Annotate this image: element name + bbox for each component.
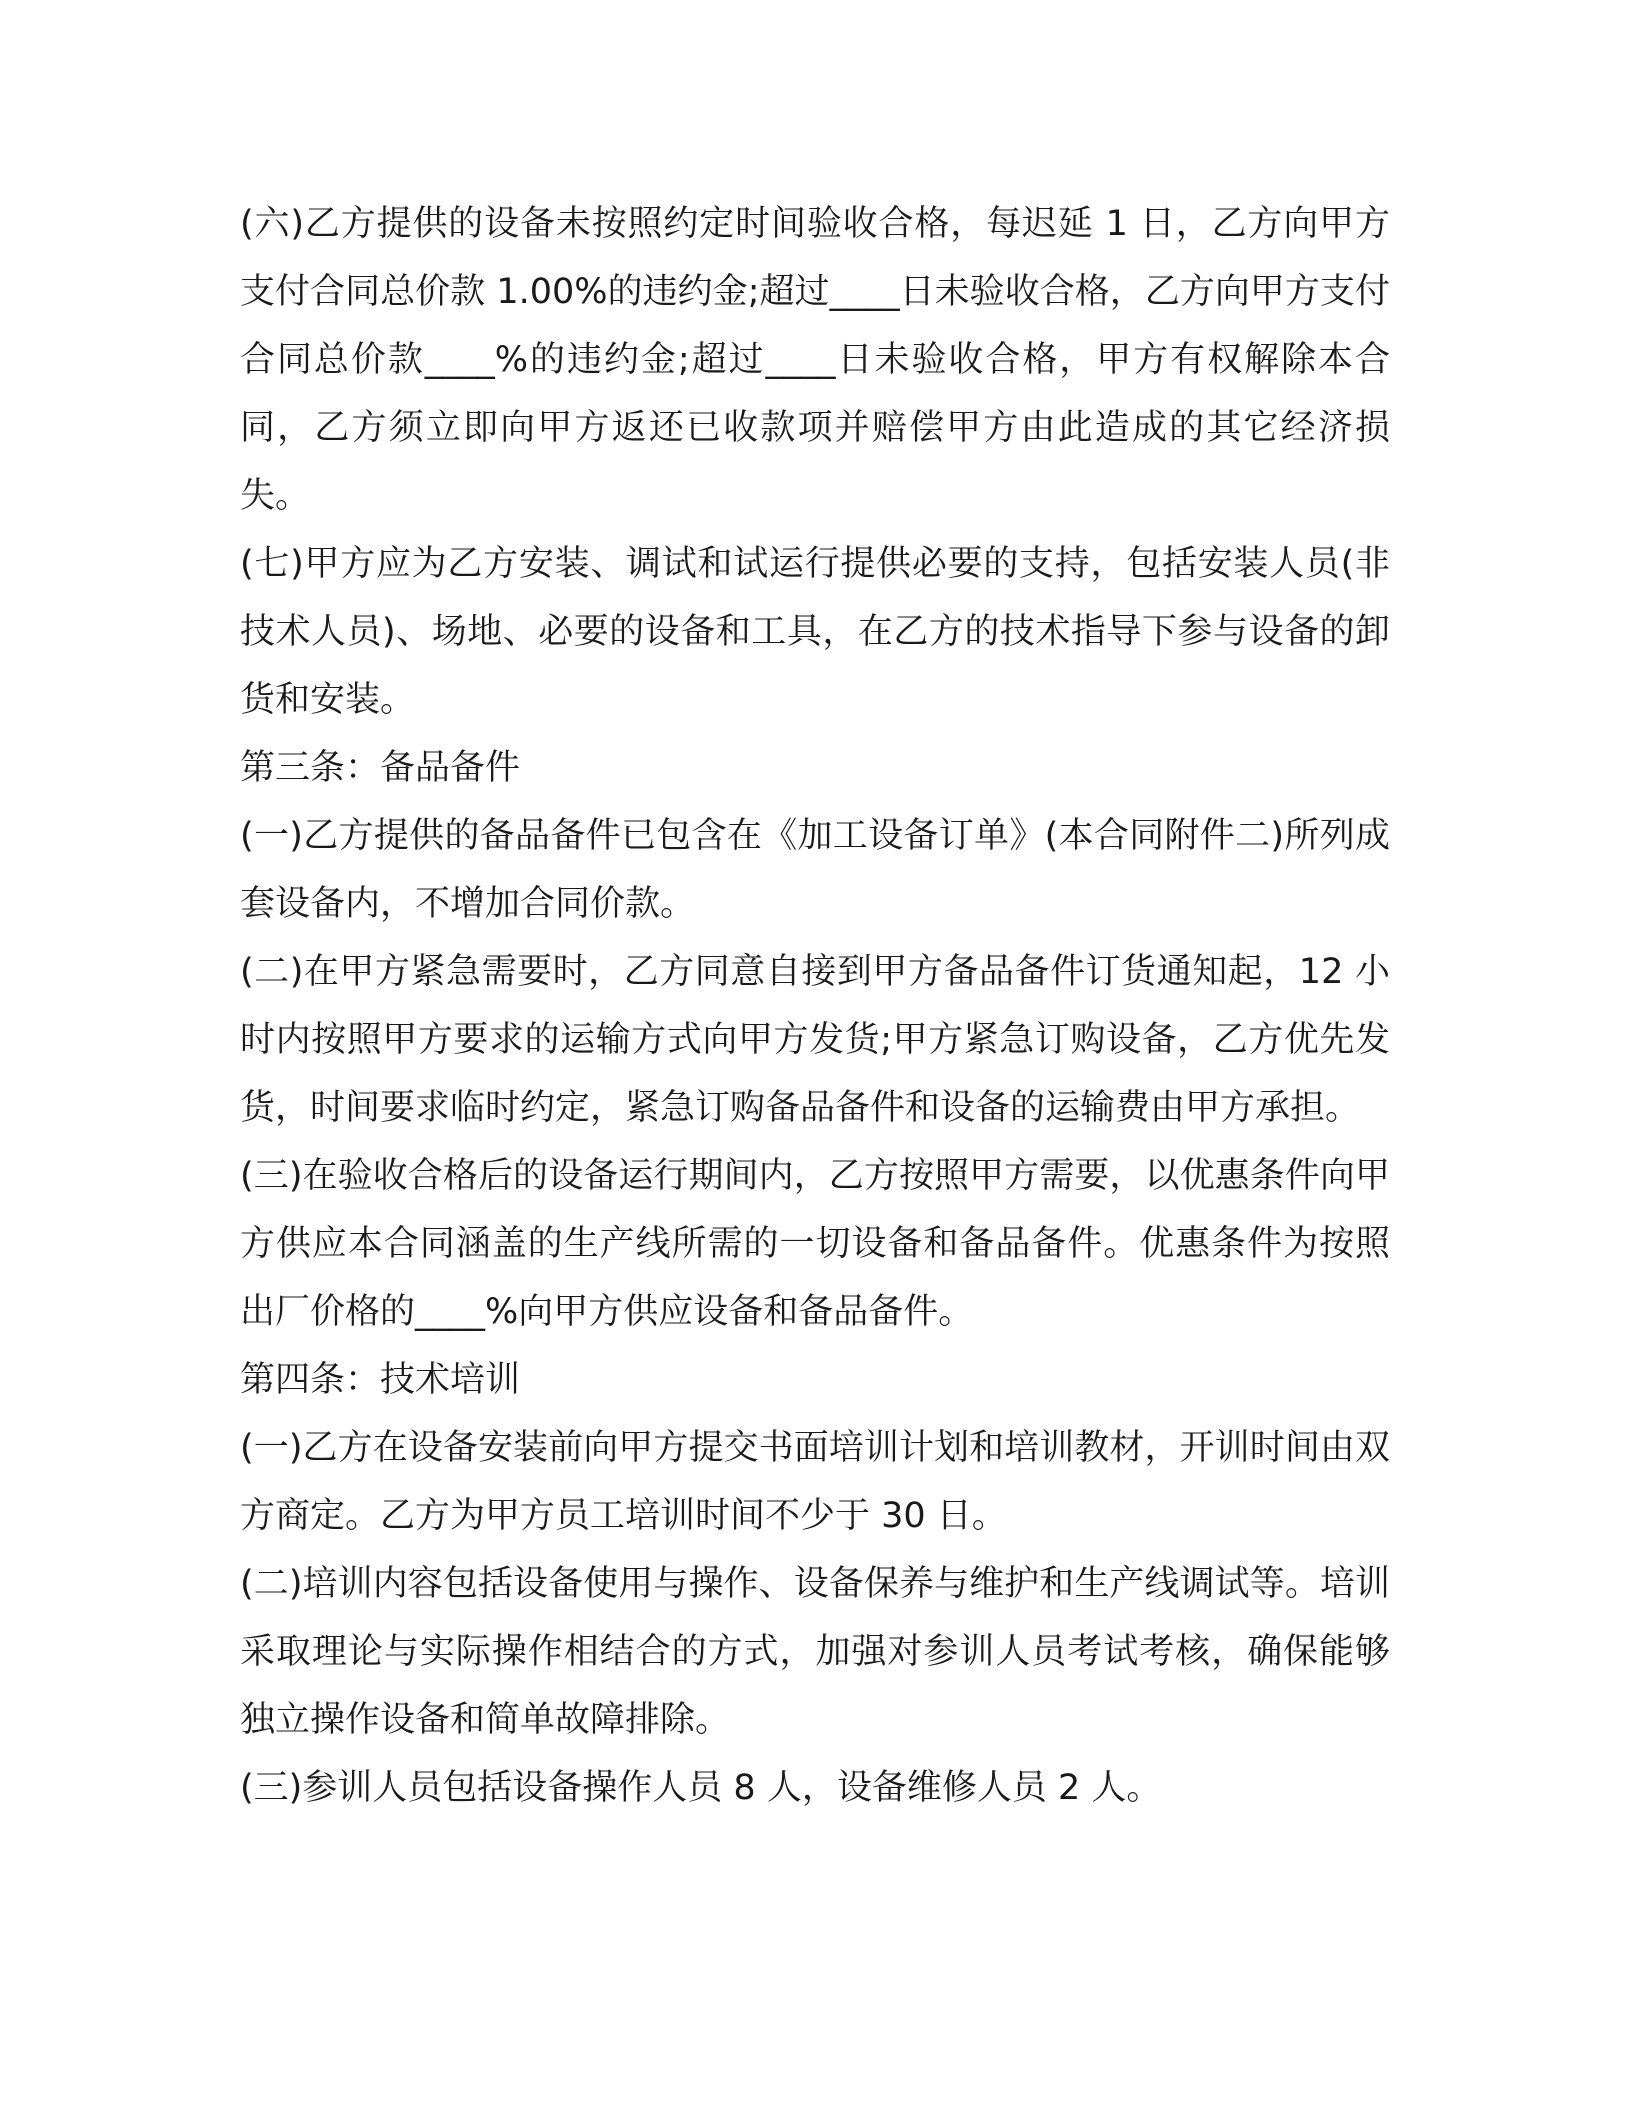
article-4-item-3: (三)参训人员包括设备操作人员 8 人，设备维修人员 2 人。 <box>240 1768 1162 1808</box>
article-4-heading: 第四条：技术培训 <box>240 1360 521 1400</box>
article-4-item-2: (二)培训内容包括设备使用与操作、设备保养与维护和生产线调试等。培训采取理论与实际操作相结合的方式，加强对参训人员考试考核，确保能够独立操作设备和简单故障排除。 <box>240 1564 1390 1740</box>
article-3-item-1: (一)乙方提供的备品备件已包含在《加工设备订单》(本合同附件二)所列成套设备内，不增加合同价款。 <box>240 816 1390 924</box>
document-body <box>240 190 1390 1822</box>
article-3-item-2: (二)在甲方紧急需要时，乙方同意自接到甲方备品备件订货通知起，12 小时内按照甲方要求的运输方式向甲方发货;甲方紧急订购设备，乙方优先发货，时间要求临时约定，紧急订购备品备件和设备的运输费由甲方承担。 <box>240 952 1390 1128</box>
clause-6-paragraph: (六)乙方提供的设备未按照约定时间验收合格，每迟延 1 日，乙方向甲方支付合同总价款 1.00%的违约金;超过____日未验收合格，乙方向甲方支付合同总价款____%的违约金;超过____日未验收合格，甲方有权解除本合同，乙方须立即向甲方返还已收款项并赔偿甲方由此造成的其它经济损失。 <box>240 204 1390 516</box>
article-3-heading: 第三条：备品备件 <box>240 748 521 788</box>
clause-7-paragraph: (七)甲方应为乙方安装、调试和试运行提供必要的支持，包括安装人员(非技术人员)、场地、必要的设备和工具，在乙方的技术指导下参与设备的卸货和安装。 <box>240 544 1390 720</box>
article-4-item-1: (一)乙方在设备安装前向甲方提交书面培训计划和培训教材，开训时间由双方商定。乙方为甲方员工培训时间不少于 30 日。 <box>240 1428 1390 1536</box>
article-3-item-3: (三)在验收合格后的设备运行期间内，乙方按照甲方需要，以优惠条件向甲方供应本合同涵盖的生产线所需的一切设备和备品备件。优惠条件为按照出厂价格的____%向甲方供应设备和备品备件。 <box>240 1156 1390 1332</box>
